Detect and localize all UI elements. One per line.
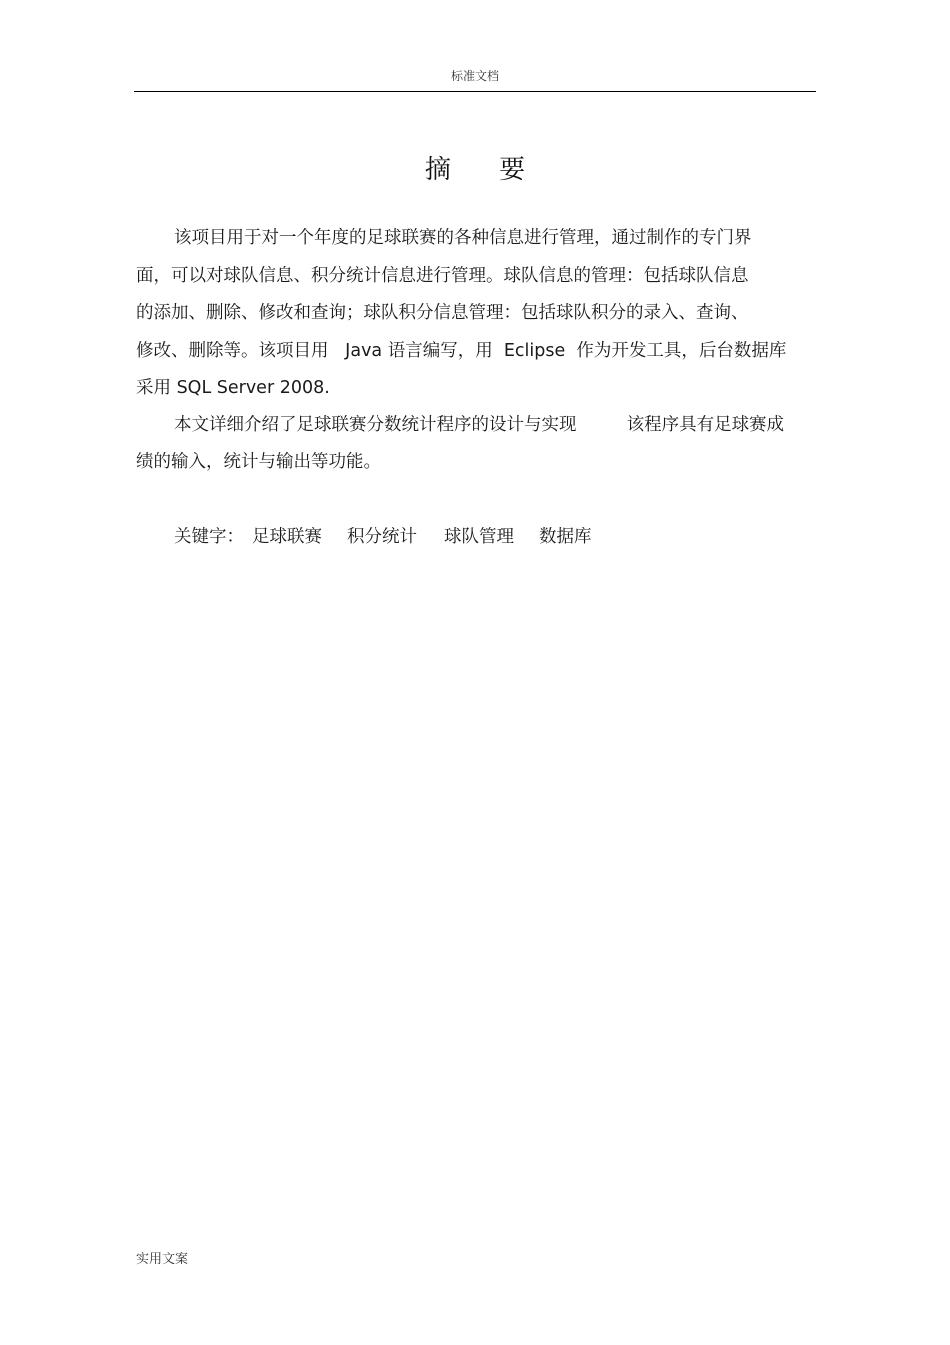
keywords-label: 关键字： [174, 527, 244, 547]
abstract-line-3: 的添加、删除、修改和查询；球队积分信息管理：包括球队积分的录入、查询、 [136, 303, 749, 323]
abstract-line-2: 面，可以对球队信息、积分统计信息进行管理。球队信息的管理：包括球队信息 [136, 266, 749, 286]
page-header: 标准文档 [450, 69, 499, 83]
abstract-line-7: 绩的输入，统计与输出等功能。 [136, 452, 381, 472]
header-rule [134, 91, 816, 92]
page-footer: 实用文案 [136, 1252, 189, 1267]
keyword-item: 足球联赛 [252, 527, 322, 547]
abstract-line-4: 修改、删除等。该项目用 Java 语言编写，用 Eclipse 作为开发工具，后台数据库 [136, 341, 787, 361]
keyword-item: 积分统计 [347, 527, 417, 547]
abstract-title: 摘 要 [424, 155, 546, 185]
abstract-line-6: 本文详细介绍了足球联赛分数统计程序的设计与实现 该程序具有足球赛成 [174, 415, 785, 435]
abstract-line-5: 采用 SQL Server 2008. [136, 378, 330, 398]
keyword-item: 数据库 [539, 527, 592, 547]
keyword-item: 球队管理 [444, 527, 514, 547]
abstract-line-1: 该项目用于对一个年度的足球联赛的各种信息进行管理，通过制作的专门界 [174, 228, 752, 248]
